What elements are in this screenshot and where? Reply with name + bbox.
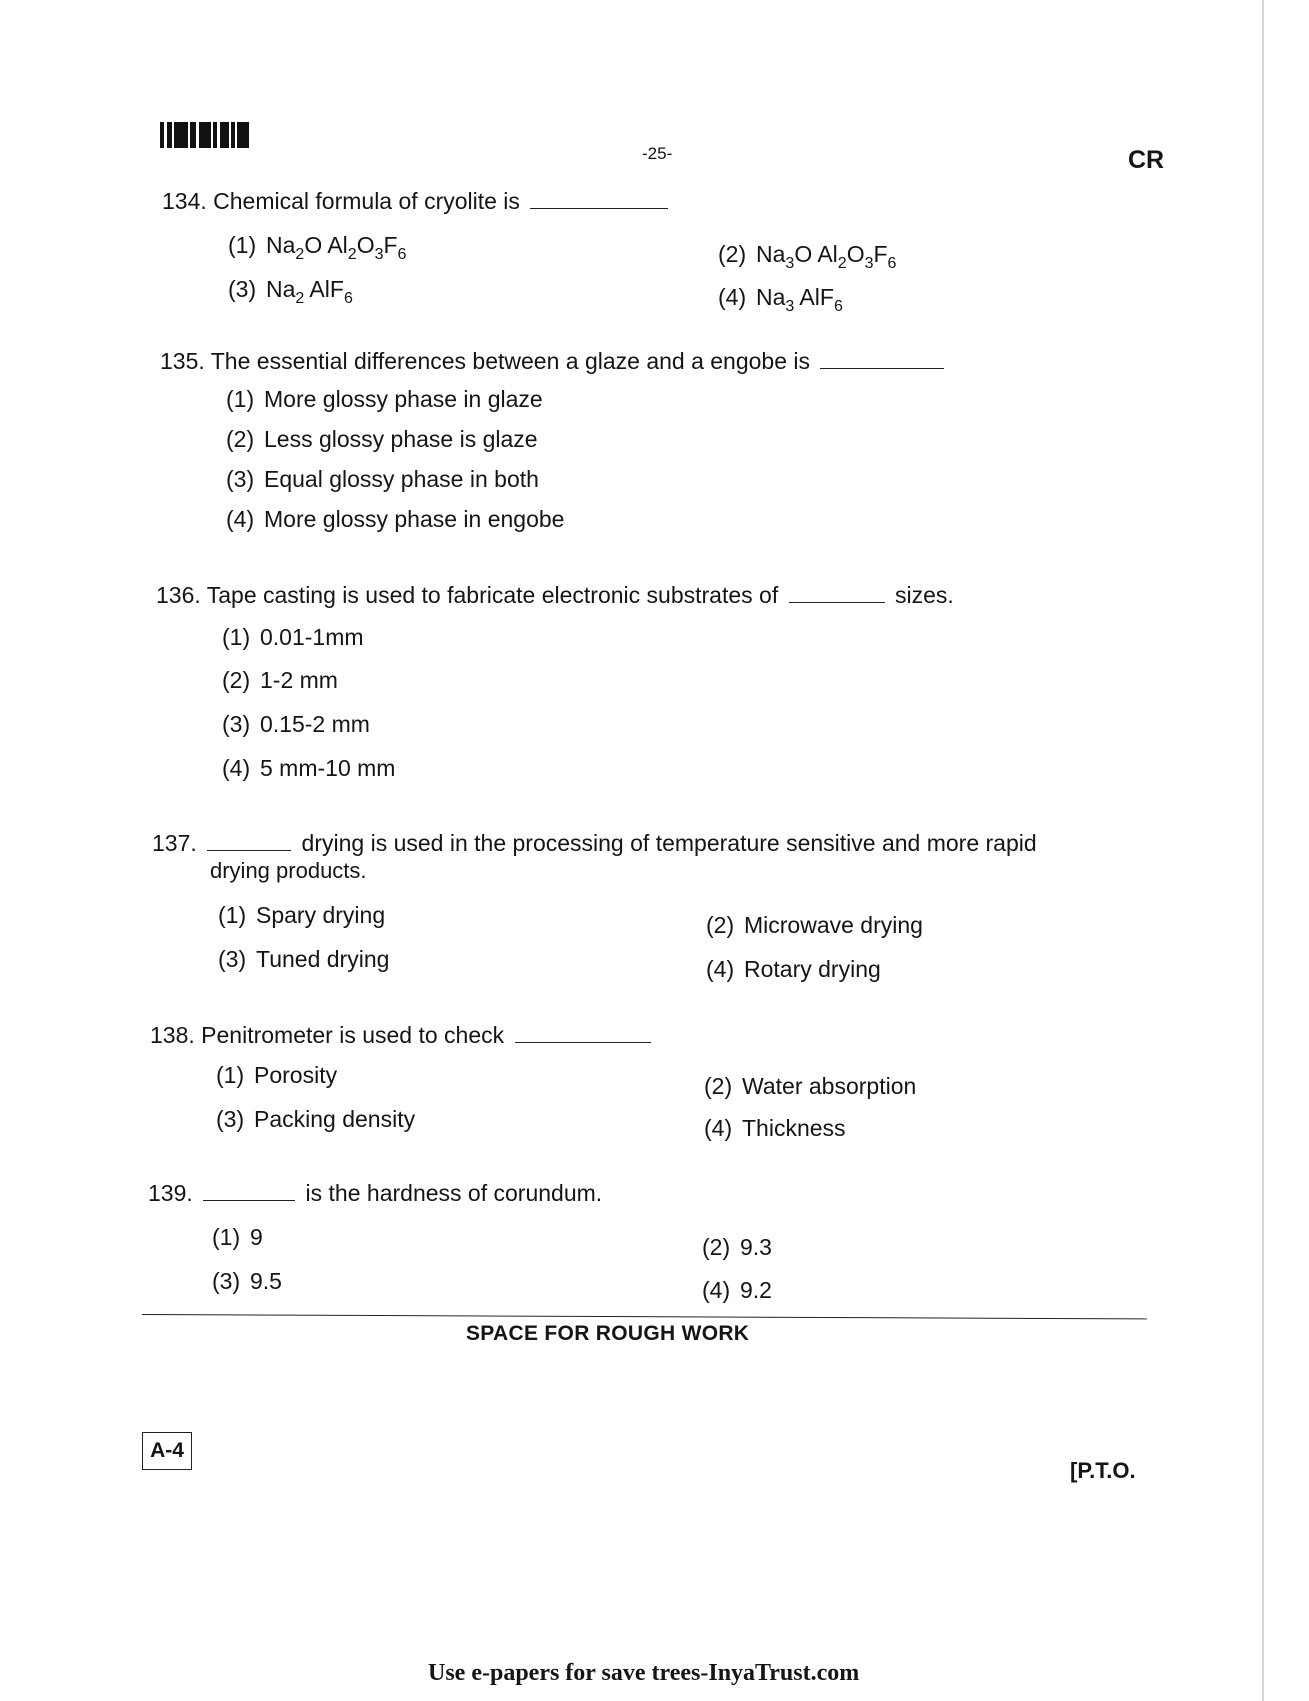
question-137-line2: drying products. — [210, 858, 367, 883]
question-text: Tape casting is used to fabricate electronic substrates of — [206, 582, 779, 608]
option-135-1: (1) More glossy phase in glaze — [226, 386, 543, 412]
option-136-2: (2) 1-2 mm — [222, 667, 338, 693]
page-edge-line — [1262, 0, 1264, 1701]
option-138-1: (1) Porosity — [216, 1062, 338, 1088]
option-134-2: (2) $Na_3O$ $Al_2O_3F_6$ — [718, 241, 897, 272]
rough-work-divider — [142, 1314, 1147, 1319]
set-code: CR — [1128, 146, 1165, 174]
option-138-2: (2) Water absorption — [704, 1073, 917, 1099]
question-number: 137. — [152, 830, 197, 856]
pto-label: [P.T.O. — [1070, 1458, 1136, 1483]
option-138-4: (4) Thickness — [704, 1115, 846, 1141]
question-135 — [160, 348, 948, 375]
question-text: is the hardness of corundum. — [305, 1180, 603, 1206]
option-137-3: (3) Tuned drying — [218, 946, 390, 972]
answer-blank — [515, 1022, 651, 1043]
option-139-3: (3) 9.5 — [212, 1268, 282, 1294]
answer-blank — [207, 830, 291, 851]
question-138 — [150, 1022, 655, 1049]
option-135-3: (3) Equal glossy phase in both — [226, 466, 539, 492]
option-139-1: (1) 9 — [212, 1224, 263, 1250]
option-138-3: (3) Packing density — [216, 1106, 416, 1132]
question-number: 138. — [150, 1022, 195, 1048]
barcode-mark — [160, 122, 252, 148]
option-137-2: (2) Microwave drying — [706, 912, 923, 938]
option-136-1: (1) 0.01-1mm — [222, 624, 364, 650]
option-137-1: (1) Spary drying — [218, 902, 386, 928]
answer-blank — [820, 348, 944, 369]
question-text: Penitrometer is used to check — [201, 1022, 505, 1048]
option-135-4: (4) More glossy phase in engobe — [226, 506, 565, 532]
question-text: Chemical formula of cryolite is — [213, 188, 520, 214]
option-134-1: (1) $Na_2O$ $Al_2O_3F_6$ — [228, 232, 407, 263]
option-134-3: (3) $Na_2$ AlF$_6$ — [228, 276, 353, 307]
rough-work-label: SPACE FOR ROUGH WORK — [466, 1322, 750, 1345]
question-137 — [152, 830, 1037, 857]
question-number: 135. — [160, 348, 205, 374]
page-number: -25- — [642, 144, 673, 163]
question-136: 136. Tape casting is used to fabricate electronic substrates of sizes. — [156, 582, 954, 608]
booklet-code: A-4 — [142, 1432, 192, 1470]
answer-blank — [530, 188, 668, 209]
answer-blank — [203, 1180, 295, 1201]
option-136-4: (4) 5 mm-10 mm — [222, 755, 396, 781]
question-134 — [162, 188, 672, 215]
question-text: The essential differences between a glaze and a engobe is — [210, 348, 811, 374]
answer-blank — [789, 582, 885, 603]
option-139-4: (4) 9.2 — [702, 1277, 772, 1303]
option-139-2: (2) 9.3 — [702, 1234, 772, 1260]
question-text: drying is used in the processing of temperature sensitive and more rapid — [301, 830, 1037, 856]
option-134-4: (4) $Na_3$ AlF$_6$ — [718, 284, 843, 315]
question-139 — [148, 1180, 602, 1207]
question-number: 139. — [148, 1180, 193, 1206]
option-136-3: (3) 0.15-2 mm — [222, 711, 370, 737]
option-135-2: (2) Less glossy phase is glaze — [226, 426, 538, 452]
question-number: 136. — [156, 582, 201, 608]
footer-note: Use e-papers for save trees-InyaTrust.com — [428, 1660, 860, 1686]
option-137-4: (4) Rotary drying — [706, 956, 881, 982]
question-number: 134. — [162, 188, 207, 214]
